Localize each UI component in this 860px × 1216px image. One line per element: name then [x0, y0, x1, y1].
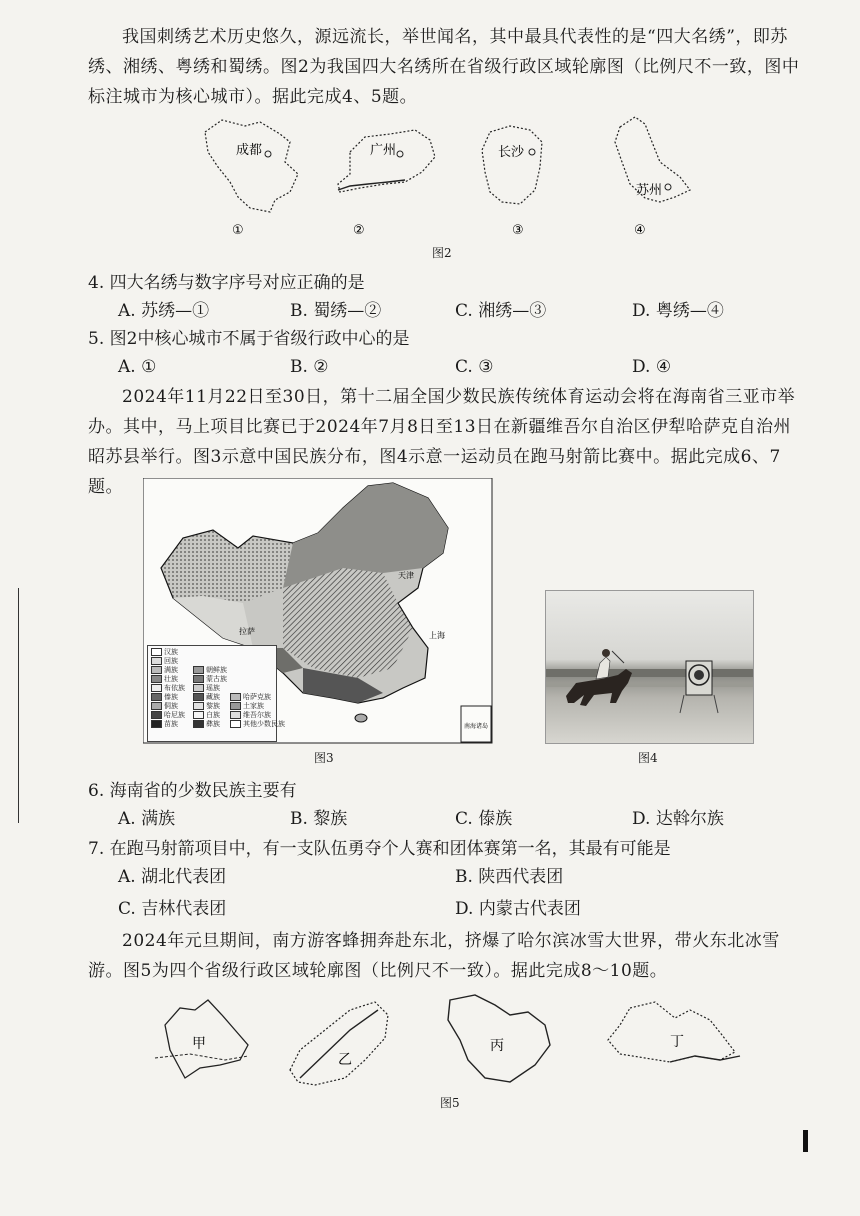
- figure-4-photo-horseback-archery: [545, 590, 754, 744]
- intro-paragraph-embroidery: 我国刺绣艺术历史悠久，源远流长，举世闻名，其中最具代表性的是“四大名绣”，即苏绣、湘绣、粤绣和蜀绣。图2为我国四大名绣所在省级行政区域轮廓图（比例尺不一致，图中标注城市为核心城市）。据此完成4、5题。: [88, 27, 800, 107]
- q5-option-b: B. ②: [290, 357, 329, 377]
- city-suzhou: 苏州: [636, 183, 663, 198]
- figure-2-caption: 图2: [432, 246, 452, 260]
- city-guangzhou: 广州: [370, 143, 397, 158]
- figure-3-legend: 汉族 回族 满族 壮族 布依族 傣族 侗族 哈尼族 苗族 朝鲜族 蒙古族 瑶族 藏族 黎族 白族 彝族 哈萨克族 土家族 维吾尔族 其他少数民族: [147, 645, 277, 742]
- figure-5-caption: 图5: [440, 1096, 460, 1110]
- page-edge-mark: [803, 1130, 808, 1152]
- q7-option-c: C. 吉林代表团: [118, 899, 227, 919]
- fig5-label-jia: 甲: [192, 1036, 206, 1052]
- q4-option-d: D. 粤绣—④: [632, 301, 724, 321]
- number-2: ②: [353, 223, 365, 237]
- outline-3: [482, 126, 542, 204]
- q6-option-d: D. 达斡尔族: [632, 809, 724, 829]
- intro-paragraph-ice-snow: 2024年元旦期间，南方游客蜂拥奔赴东北，挤爆了哈尔滨冰雪大世界，带火东北冰雪游。图5为四个省级行政区域轮廓图（比例尺不一致）。据此完成8～10题。: [88, 931, 780, 981]
- q6-option-c: C. 傣族: [455, 809, 513, 829]
- q4-option-a: A. 苏绣—①: [118, 301, 210, 321]
- intro-paragraph-games: 2024年11月22日至30日，第十二届全国少数民族传统体育运动会将在海南省三亚市举办。其中，马上项目比赛已于2024年7月8日至13日在新疆维吾尔自治区伊犁哈萨克自治州昭苏县举行。图3示意中国民族分布，图4示意一运动员在跑马射箭比赛中。据此完成6、7题。: [88, 387, 796, 497]
- city-changsha: 长沙: [498, 145, 525, 160]
- label-shanghai: 上海: [429, 631, 445, 640]
- archer-on-horse-scene: [546, 591, 753, 743]
- label-lhasa: 拉萨: [239, 627, 255, 636]
- fig5-label-bing: 丙: [490, 1038, 504, 1054]
- q7-option-d: D. 内蒙古代表团: [455, 899, 581, 919]
- fig5-label-yi: 乙: [338, 1052, 352, 1068]
- fig5-label-ding: 丁: [670, 1034, 684, 1050]
- number-3: ③: [512, 223, 524, 237]
- q4-option-b: B. 蜀绣—②: [290, 301, 382, 321]
- question-5-stem: 5. 图2中核心城市不属于省级行政中心的是: [88, 329, 410, 349]
- outline-1: [205, 120, 298, 212]
- number-4: ④: [634, 223, 646, 237]
- number-1: ①: [232, 223, 244, 237]
- question-7-stem: 7. 在跑马射箭项目中，有一支队伍勇夺个人赛和团体赛第一名，其最有可能是: [88, 839, 671, 859]
- q4-option-c: C. 湘绣—③: [455, 301, 547, 321]
- q7-option-b: B. 陕西代表团: [455, 867, 564, 887]
- binding-line: [18, 588, 33, 823]
- q5-option-d: D. ④: [632, 357, 672, 377]
- figure-5-province-outlines: [150, 990, 750, 1090]
- q5-option-a: A. ①: [118, 357, 157, 377]
- city-chengdu: 成都: [236, 143, 263, 158]
- figure-3-caption: 图3: [314, 751, 334, 765]
- figure-2-province-outlines: [190, 112, 720, 237]
- label-tianjin: 天津: [398, 571, 414, 580]
- q5-option-c: C. ③: [455, 357, 494, 377]
- question-6-stem: 6. 海南省的少数民族主要有: [88, 781, 297, 801]
- q7-option-a: A. 湖北代表团: [118, 867, 227, 887]
- label-nanhai: 南海诸岛: [464, 723, 489, 730]
- q6-option-b: B. 黎族: [290, 809, 348, 829]
- q6-option-a: A. 满族: [118, 809, 176, 829]
- question-4-stem: 4. 四大名绣与数字序号对应正确的是: [88, 273, 365, 293]
- figure-4-caption: 图4: [638, 751, 658, 765]
